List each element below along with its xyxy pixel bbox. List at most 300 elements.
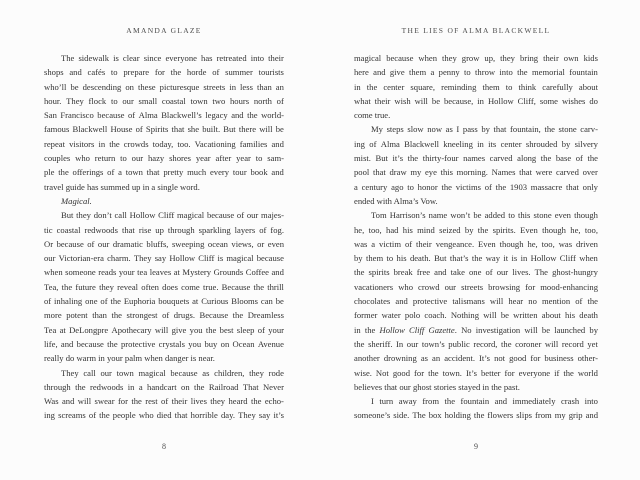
word: the — [444, 396, 456, 407]
word: for — [504, 367, 515, 378]
word: The — [61, 53, 75, 63]
word: of — [257, 324, 265, 335]
word: the — [471, 253, 483, 264]
word: visitors — [69, 138, 95, 149]
word: up — [155, 224, 164, 235]
page-right — [354, 0, 598, 480]
word: too, — [541, 238, 555, 249]
word: that — [121, 224, 135, 235]
word: a — [354, 181, 358, 192]
text-line: ended with Alma’s Vow. — [354, 195, 438, 206]
word: name — [428, 210, 448, 221]
word: Cliff — [198, 253, 215, 264]
word: ing — [354, 138, 365, 149]
word: chocolates — [354, 296, 391, 307]
word: our — [246, 210, 259, 221]
word: business — [544, 353, 574, 364]
word: morning. — [456, 167, 488, 178]
word: who — [75, 153, 90, 164]
word: written — [513, 310, 538, 321]
word: do — [589, 95, 598, 106]
word: stone — [533, 210, 552, 221]
word: wishes — [561, 95, 586, 106]
word: bouquets — [158, 296, 190, 307]
word: someone’s — [354, 410, 391, 421]
word: his — [396, 253, 407, 264]
word: penny — [438, 67, 460, 78]
word: them — [482, 81, 500, 92]
word: and — [395, 296, 408, 307]
text-line — [44, 80, 284, 94]
word: as — [445, 124, 453, 135]
word: death. — [409, 253, 431, 264]
text-line: come true. — [354, 110, 391, 121]
word: now — [427, 124, 443, 135]
word: that — [174, 410, 188, 421]
word: hours — [229, 95, 250, 106]
word: sweeping — [171, 238, 205, 249]
word: That — [242, 381, 259, 392]
word: to — [386, 253, 394, 264]
word: call — [83, 367, 96, 378]
word: own — [563, 53, 579, 63]
text-line — [354, 122, 598, 136]
word: our — [406, 338, 419, 349]
word: But — [375, 153, 388, 164]
word: Avenue — [257, 338, 284, 349]
word: record — [561, 338, 584, 349]
word: town’s — [421, 338, 445, 349]
word: death — [579, 310, 598, 321]
word: was — [558, 238, 573, 249]
word: what — [354, 95, 371, 106]
word: to — [255, 153, 263, 164]
word: because — [97, 110, 125, 121]
word: as — [420, 353, 428, 364]
word: the — [110, 296, 121, 307]
word: victims — [455, 181, 481, 192]
word: ing — [44, 410, 55, 421]
word: reveal — [117, 281, 139, 292]
word: think — [518, 81, 537, 92]
page-number-left: 8 — [162, 442, 166, 451]
word: the — [58, 167, 69, 178]
word: talismans — [452, 296, 485, 307]
word: of — [88, 410, 97, 421]
word: your — [268, 324, 284, 335]
text-line — [44, 380, 284, 394]
word: the — [517, 67, 528, 78]
word: don’t — [93, 210, 112, 221]
word: heard — [228, 396, 248, 407]
word: every — [209, 167, 230, 178]
word: box — [428, 410, 442, 421]
text-line — [44, 251, 284, 265]
word: horde — [186, 67, 207, 78]
word: They — [66, 95, 84, 106]
text-line — [354, 223, 598, 237]
word: tea — [137, 267, 148, 278]
word: sidewalk — [78, 53, 110, 63]
word: they — [441, 53, 457, 63]
word: leaves — [149, 267, 172, 278]
word: into — [499, 67, 513, 78]
word: no — [528, 296, 537, 307]
word: Blackwell’s — [161, 110, 202, 121]
word: that — [493, 124, 507, 135]
word: these — [137, 81, 156, 92]
word: protective — [120, 338, 156, 349]
word: mist. — [354, 153, 371, 164]
word: that — [146, 167, 160, 178]
word: in — [354, 324, 361, 335]
word: our — [444, 281, 457, 292]
word: center — [383, 81, 405, 92]
word: than — [92, 310, 107, 321]
word: or — [257, 238, 265, 249]
word: hour. — [44, 95, 62, 106]
word: that — [372, 167, 386, 178]
word: hear — [508, 296, 524, 307]
text-line — [44, 323, 284, 337]
word: mind — [417, 224, 435, 235]
word: slow — [407, 124, 424, 135]
word: though — [542, 224, 566, 235]
running-head-left: AMANDA GLAZE — [126, 26, 202, 35]
word: who’ll — [44, 81, 67, 92]
word: majes- — [261, 210, 284, 221]
word: on — [181, 381, 190, 392]
word: vacationers — [354, 281, 394, 292]
word: Tea, — [44, 281, 59, 292]
word: coastal — [56, 224, 81, 235]
word: Vacationing — [194, 138, 236, 149]
word: cafés — [87, 67, 106, 78]
word: retreated — [216, 53, 247, 63]
word: and — [61, 396, 75, 407]
word: only — [582, 181, 598, 192]
word: that’s — [449, 253, 469, 264]
word: magical — [138, 367, 166, 378]
word: was — [354, 238, 368, 249]
text-line — [44, 337, 284, 351]
word: up, — [484, 53, 496, 63]
word: fountain, — [510, 124, 541, 135]
word: the — [477, 224, 489, 235]
text-line — [44, 122, 284, 136]
word: for — [154, 67, 165, 78]
word: inhaling — [54, 296, 83, 307]
word: redwoods — [84, 224, 118, 235]
text-line — [354, 237, 598, 251]
word: about — [541, 310, 561, 321]
word: in — [520, 253, 528, 264]
word: they — [500, 53, 515, 63]
word: who — [138, 410, 154, 421]
text-line — [44, 294, 284, 308]
word: base — [555, 153, 572, 164]
word: it’s — [392, 153, 404, 164]
word: for — [117, 396, 128, 407]
word: in — [229, 81, 236, 92]
word: grip — [568, 410, 583, 421]
text-line — [44, 65, 284, 79]
word: buy — [204, 338, 218, 349]
word: through — [167, 224, 195, 235]
word: ago — [391, 181, 404, 192]
word: stone — [558, 124, 577, 135]
word: of — [135, 124, 143, 135]
text-line: believes that our ghost stories stayed in the past. — [354, 381, 520, 392]
word: will — [489, 296, 504, 307]
word: died — [156, 410, 172, 421]
word: them — [409, 67, 427, 78]
word: other- — [577, 353, 598, 364]
text-line: travel guide has summed up in a single word. — [44, 181, 200, 192]
word: Names — [491, 167, 516, 178]
word: browsing — [488, 281, 521, 292]
word: after — [215, 153, 232, 164]
word: by — [354, 253, 363, 264]
text-line — [44, 151, 284, 165]
word: will — [414, 95, 428, 106]
word: give — [171, 324, 187, 335]
word: you — [189, 324, 203, 335]
word: day. — [220, 410, 235, 421]
text-line — [354, 94, 598, 108]
word: crowds — [123, 138, 149, 149]
word: descending — [82, 81, 122, 92]
text-line — [44, 94, 284, 108]
word: future — [75, 281, 96, 292]
word: life, — [44, 338, 58, 349]
word: them — [365, 253, 384, 264]
text-line — [354, 337, 598, 351]
text-line — [354, 351, 598, 365]
word: will — [259, 124, 273, 135]
text-block-left — [44, 51, 284, 423]
word: way — [485, 253, 501, 264]
word: carv- — [580, 124, 598, 135]
word: the — [428, 367, 439, 378]
word: be — [70, 81, 79, 92]
word: north — [253, 95, 272, 106]
word: offerings — [72, 167, 104, 178]
word: it’s — [273, 410, 284, 421]
word: No — [461, 324, 472, 335]
word: the — [366, 81, 378, 92]
word: the — [107, 338, 118, 349]
word: through — [44, 381, 71, 392]
word: into — [250, 53, 265, 63]
word: of — [44, 296, 52, 307]
word: the — [247, 110, 258, 121]
word: come — [181, 281, 200, 292]
word: town — [116, 367, 134, 378]
word: memorial — [531, 67, 565, 78]
text-line — [44, 165, 284, 179]
word: be — [275, 124, 284, 135]
text-line — [44, 408, 284, 422]
word: call — [114, 210, 127, 221]
word: my — [410, 167, 422, 178]
word: House — [110, 124, 133, 135]
word: of — [484, 181, 492, 192]
word: because — [386, 53, 414, 63]
word: here — [354, 67, 369, 78]
word: kneeling — [443, 138, 473, 149]
word: Hollow — [379, 324, 405, 335]
word: in — [477, 95, 484, 106]
word: added — [484, 210, 506, 221]
word: someone — [65, 267, 96, 278]
word: he, — [354, 224, 365, 235]
word: views, — [231, 238, 254, 249]
word: carved — [556, 167, 579, 178]
word: when — [418, 53, 437, 63]
text-line — [354, 51, 598, 65]
word: a — [371, 238, 376, 249]
word: shops — [44, 67, 64, 78]
word: some — [539, 95, 558, 106]
word: a — [138, 381, 143, 392]
word: of — [162, 310, 170, 321]
word: there — [238, 124, 257, 135]
word: drugs. — [173, 310, 195, 321]
word: legacy — [205, 110, 228, 121]
word: were — [535, 167, 553, 178]
word: the — [170, 67, 182, 78]
word: draw — [389, 167, 407, 178]
word: fog. — [270, 224, 284, 235]
word: and — [271, 138, 284, 149]
word: my — [554, 410, 566, 421]
word: swear — [94, 396, 115, 407]
word: flock — [88, 95, 107, 106]
text-line — [354, 280, 598, 294]
text-line — [354, 251, 598, 265]
word: Victorian-era — [58, 253, 104, 264]
word: is — [217, 253, 224, 264]
word: world — [577, 367, 598, 378]
word: of — [236, 210, 245, 221]
word: is — [511, 253, 518, 264]
word: had — [386, 224, 399, 235]
word: tour — [232, 167, 247, 178]
word: the — [99, 410, 110, 421]
word: they — [76, 210, 91, 221]
word: record, — [473, 338, 498, 349]
word: coroner — [515, 338, 542, 349]
word: The — [412, 410, 426, 421]
word: kids — [583, 53, 598, 63]
word: driven — [575, 238, 598, 249]
word: rise — [138, 224, 152, 235]
word: from — [422, 396, 440, 407]
word: fountain — [569, 67, 598, 78]
word: DeLongpre — [69, 324, 109, 335]
word: wise. — [354, 367, 372, 378]
page-left — [44, 0, 284, 480]
text-line: really do warm in your palm when danger is near. — [44, 353, 215, 364]
word: thrill — [267, 281, 284, 292]
word: that — [171, 124, 185, 135]
word: they — [99, 281, 114, 292]
word: redwoods — [89, 381, 124, 392]
word: honor — [417, 181, 438, 192]
word: seized — [439, 224, 461, 235]
word: San — [44, 110, 57, 121]
word: center — [500, 138, 522, 149]
word: slips — [516, 410, 532, 421]
text-line — [354, 180, 598, 194]
word: say — [258, 410, 271, 421]
word: shrouded — [525, 138, 558, 149]
word: too. — [177, 138, 191, 149]
word: But — [434, 253, 447, 264]
word: for — [530, 353, 541, 364]
word: Cliff — [158, 210, 175, 221]
word: reads — [98, 267, 117, 278]
word: bluffs, — [146, 238, 169, 249]
word: everyone — [165, 53, 197, 63]
word: holding — [444, 410, 471, 421]
word: world- — [261, 110, 284, 121]
word: less — [240, 81, 253, 92]
word: break — [393, 267, 413, 278]
word: their — [268, 53, 284, 63]
word: one — [85, 296, 98, 307]
word: pass — [462, 124, 478, 135]
word: magical — [354, 53, 382, 63]
word: The — [534, 267, 549, 278]
word: steps — [386, 124, 404, 135]
word: Harrison’s — [389, 210, 426, 221]
word: Alma — [380, 138, 400, 149]
word: be — [541, 324, 551, 335]
word: today, — [152, 138, 174, 149]
word: by — [481, 124, 490, 135]
word: It’s — [479, 353, 491, 364]
word: the — [544, 124, 555, 135]
word: streets — [203, 81, 226, 92]
word: They — [238, 410, 256, 421]
text-line — [44, 237, 284, 251]
text-line — [354, 151, 598, 165]
word: pool — [354, 167, 370, 178]
word: Not — [375, 367, 389, 378]
word: and — [271, 167, 284, 178]
word: immediately — [512, 396, 556, 407]
word: coastal — [161, 95, 186, 106]
word: year — [195, 153, 211, 164]
word: Coffee — [245, 267, 269, 278]
word: accident. — [444, 353, 475, 364]
word: town — [190, 95, 208, 106]
word: of — [575, 296, 583, 307]
text-line — [354, 65, 598, 79]
word: victim — [379, 238, 402, 249]
word: lives. — [512, 267, 531, 278]
word: on — [220, 338, 230, 349]
word: of — [404, 238, 413, 249]
word: Cliff — [559, 253, 576, 264]
word: My — [371, 124, 383, 135]
word: better — [480, 367, 501, 378]
word: of — [87, 238, 95, 249]
word: our — [131, 153, 144, 164]
word: public — [448, 338, 470, 349]
